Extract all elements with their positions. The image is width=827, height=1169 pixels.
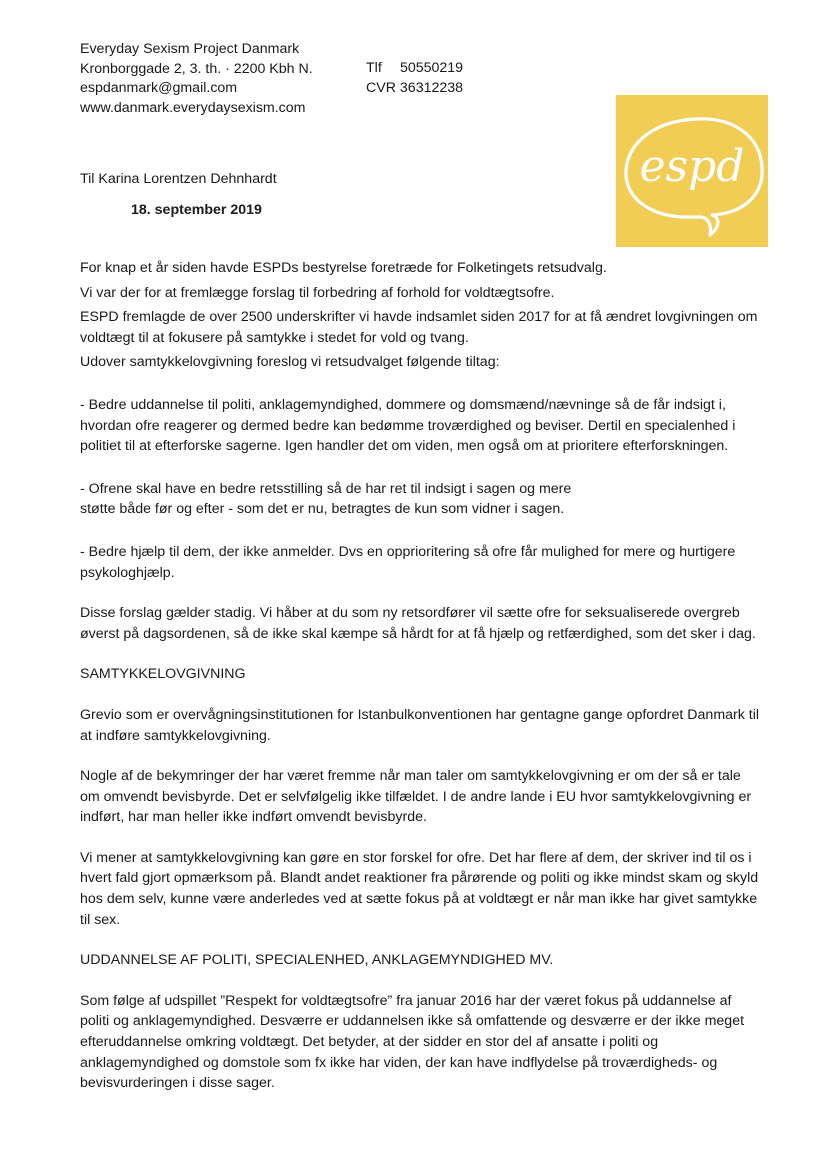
paragraph: Grevio som er overvågningsinstitutionen for Istanbulkonventionen har gentagne gange opfordret Danmark til at indføre samtykkelovgivning. — [80, 706, 760, 744]
cvr-row — [366, 79, 463, 99]
phone-number: 50550219 — [399, 60, 464, 76]
paragraph: Udover samtykkelovgivning foreslog vi retsudvalget følgende tiltag: — [80, 354, 500, 371]
paragraph: Vi var der for at fremlægge forslag til forbedring af forhold for voldtægtsofre. — [80, 284, 555, 301]
paragraph: Vi mener at samtykkelovgivning kan gøre en stor forskel for ofre. Det har flere af dem, der skriver ind til os i hvert fald gjort opmærksom på. Blandt andet reaktioner fra pårørende og politi og ikke mindst skam og skyld hos dem selv, kunne være anderledes ved at sætte fokus på at voldtægt er når man ikke har givet samtykke til sex. — [80, 849, 759, 928]
espd-logo — [616, 95, 768, 247]
sender-email: espdanmark@gmail.com — [80, 80, 238, 96]
cvr-number: 36312238 — [399, 79, 464, 96]
letter-date: 18. september 2019 — [131, 202, 262, 218]
sender-block — [80, 40, 313, 118]
bullet-paragraph — [80, 479, 760, 520]
paragraph: Disse forslag gælder stadig. Vi håber at du som ny retsordfører vil sætte ofre for seksualiserede overgreb øverst på dagsordenen, så de ikke skal kæmpe så hårdt for at få hjælp og retfærdighed, som det sker i dag. — [80, 605, 756, 642]
bullet-paragraph: - Bedre hjælp til dem, der ikke anmelder. Dvs en opprioritering så ofre får mulighed for mere og hurtigere psykologhjælp. — [80, 543, 736, 581]
paragraph: ESPD fremlagde de over 2500 underskrifter vi havde indsamlet siden 2017 for at få ændret lovgivningen om voldtægt til at fokusere på samtykke i stedet for vold og tvang. — [80, 309, 758, 346]
phone-row — [366, 59, 463, 79]
sender-address: Kronborggade 2, 3. th. · 2200 Kbh N. — [80, 60, 313, 77]
contact-meta — [366, 59, 463, 98]
bullet-paragraph: - Bedre uddannelse til politi, anklagemyndighed, dommere og domsmænd/nævninge så de får indsigt i, hvordan ofre reagerer og dermed bedre kan bedømme troværdighed og beviser. Dertil en specialenhed i politiet til at efterforske sagerne. Igen handler det om viden, men også om at prioritere efterforskningen. — [80, 396, 736, 455]
section-heading: UDDANNELSE AF POLITI, SPECIALENHED, ANKLAGEMYNDIGHED MV. — [80, 952, 554, 969]
sender-name: Everyday Sexism Project Danmark — [80, 41, 300, 57]
paragraph: Nogle af de bekymringer der har været fremme når man taler om samtykkelovgivning er om der så er tale om omvendt bevisbyrde. Det er selvfølgelig ikke tilfældet. I de andre lande i EU hvor samtykkelovgivning er indført, har man heller ikke indført omvendt bevisbyrde. — [80, 768, 752, 826]
bullet-line: støtte både før og efter - som det er nu, betragtes de kun som vidner i sagen. — [80, 501, 565, 518]
sender-website: www.danmark.everydaysexism.com — [80, 99, 306, 116]
paragraph: Som følge af udspillet ”Respekt for voldtægtsofre” fra januar 2016 har der været fokus på uddannelse af politi og anklagemyndighed. Desværre er uddannelsen ikke så omfattende og desværre er der ikke meget efteruddannelse omkring voldtægt. Det betyder, at der sidder en stor del af ansatte i politi og anklagemyndighed og domstole som fx ikke har viden, der kan have indflydelse på troværdigheds- og bevisvurderingen i disse sager. — [80, 992, 745, 1092]
letter-body — [80, 258, 760, 1094]
cvr-label: CVR — [366, 79, 396, 96]
recipient-line: Til Karina Lorentzen Dehnhardt — [80, 171, 277, 187]
paragraph: For knap et år siden havde ESPDs bestyrelse foretræde for Folketingets retsudvalg. — [80, 260, 607, 276]
bullet-line: - Ofrene skal have en bedre retsstilling så de har ret til indsigt i sagen og mere — [80, 480, 572, 497]
section-heading: SAMTYKKELOVGIVNING — [80, 666, 246, 683]
logo-text: espd — [639, 141, 745, 192]
phone-label: Tlf — [366, 60, 382, 76]
